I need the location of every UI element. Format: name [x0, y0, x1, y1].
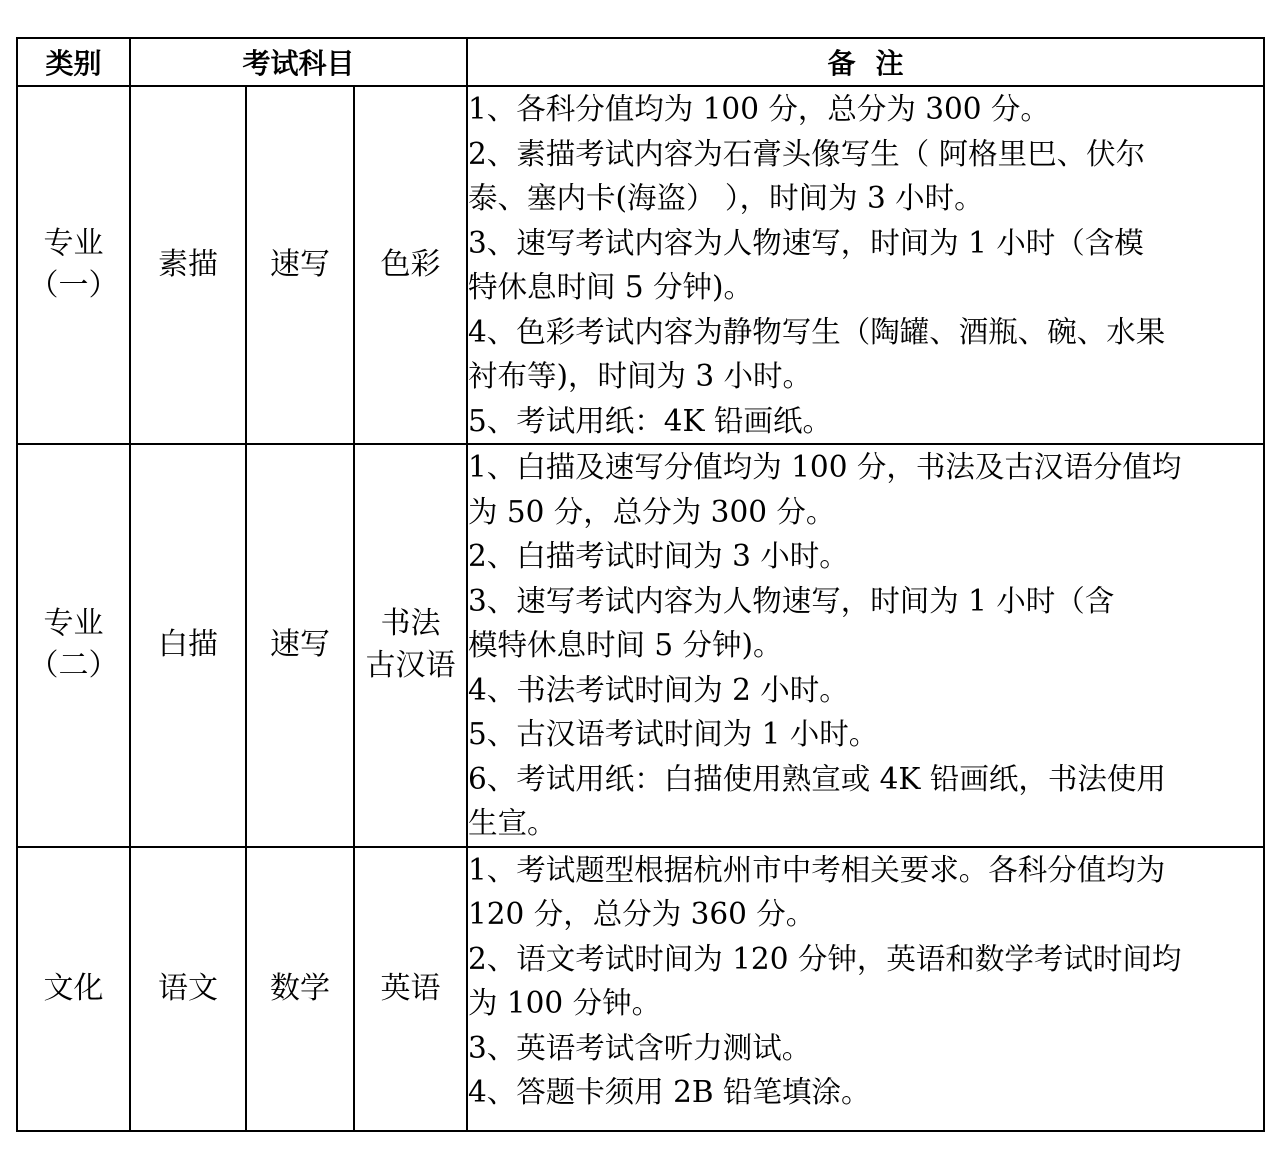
note-line: 4、书法考试时间为 2 小时。: [468, 672, 849, 707]
note-line: 模特休息时间 5 分钟)。: [468, 628, 783, 662]
subject-cell: 速写: [246, 444, 354, 847]
subject-cell: 数学: [246, 847, 354, 1131]
note-line: 1、考试题型根据杭州市中考相关要求。各科分值均为: [468, 852, 1166, 887]
note-line: 4、答题卡须用 2B 铅笔填涂。: [468, 1075, 871, 1109]
subject-cell: 书法 古汉语: [354, 444, 467, 847]
note-line: 2、素描考试内容为石膏头像写生（ 阿格里巴、伏尔: [468, 136, 1146, 171]
note-line: 泰、塞内卡(海盗） ），时间为 3 小时。: [468, 181, 984, 215]
category-cell: 专业 （一）: [17, 86, 130, 444]
note-line: 5、古汉语考试时间为 1 小时。: [468, 717, 879, 751]
note-line: 5、考试用纸：4K 铅画纸。: [468, 403, 832, 438]
note-line: 4、色彩考试内容为静物写生（陶罐、酒瓶、碗、水果: [468, 314, 1166, 349]
subject-cell: 英语: [354, 847, 467, 1131]
note-line: 2、语文考试时间为 120 分钟，英语和数学考试时间均: [468, 941, 1182, 976]
table-row: [17, 444, 1264, 847]
table-row: [17, 86, 1264, 444]
subject-cell: 语文: [130, 847, 246, 1131]
notes-cell: [467, 444, 1264, 847]
exam-subjects-table: [16, 37, 1265, 1132]
note-line: 为 50 分，总分为 300 分。: [468, 494, 836, 529]
note-line: 为 100 分钟。: [468, 986, 662, 1020]
table-header-row: [17, 38, 1264, 86]
note-line: 2、白描考试时间为 3 小时。: [468, 539, 849, 573]
table-row: [17, 847, 1264, 1131]
note-line: 特休息时间 5 分钟)。: [468, 270, 754, 304]
note-line: 120 分，总分为 360 分。: [468, 897, 816, 931]
category-cell: 专业 （二）: [17, 444, 130, 847]
category-cell: 文化: [17, 847, 130, 1131]
subject-cell: 色彩: [354, 86, 467, 444]
header-notes: 备注: [467, 38, 1264, 86]
note-line: 1、白描及速写分值均为 100 分，书法及古汉语分值均: [468, 450, 1182, 484]
subject-cell: 白描: [130, 444, 246, 847]
note-line: 1、各科分值均为 100 分，总分为 300 分。: [468, 92, 1050, 126]
subject-cell: 速写: [246, 86, 354, 444]
note-line: 6、考试用纸：白描使用熟宣或 4K 铅画纸，书法使用: [468, 761, 1166, 796]
note-line: 生宣。: [468, 806, 557, 840]
note-line: 衬布等)，时间为 3 小时。: [468, 359, 813, 393]
note-line: 3、英语考试含听力测试。: [468, 1030, 812, 1065]
header-subjects: 考试科目: [130, 38, 467, 86]
header-category: 类别: [17, 38, 130, 86]
note-line: 3、速写考试内容为人物速写，时间为 1 小时（含模: [468, 225, 1144, 260]
notes-cell: [467, 847, 1264, 1131]
notes-cell: [467, 86, 1264, 444]
subject-cell: 素描: [130, 86, 246, 444]
note-line: 3、速写考试内容为人物速写，时间为 1 小时（含: [468, 583, 1115, 618]
